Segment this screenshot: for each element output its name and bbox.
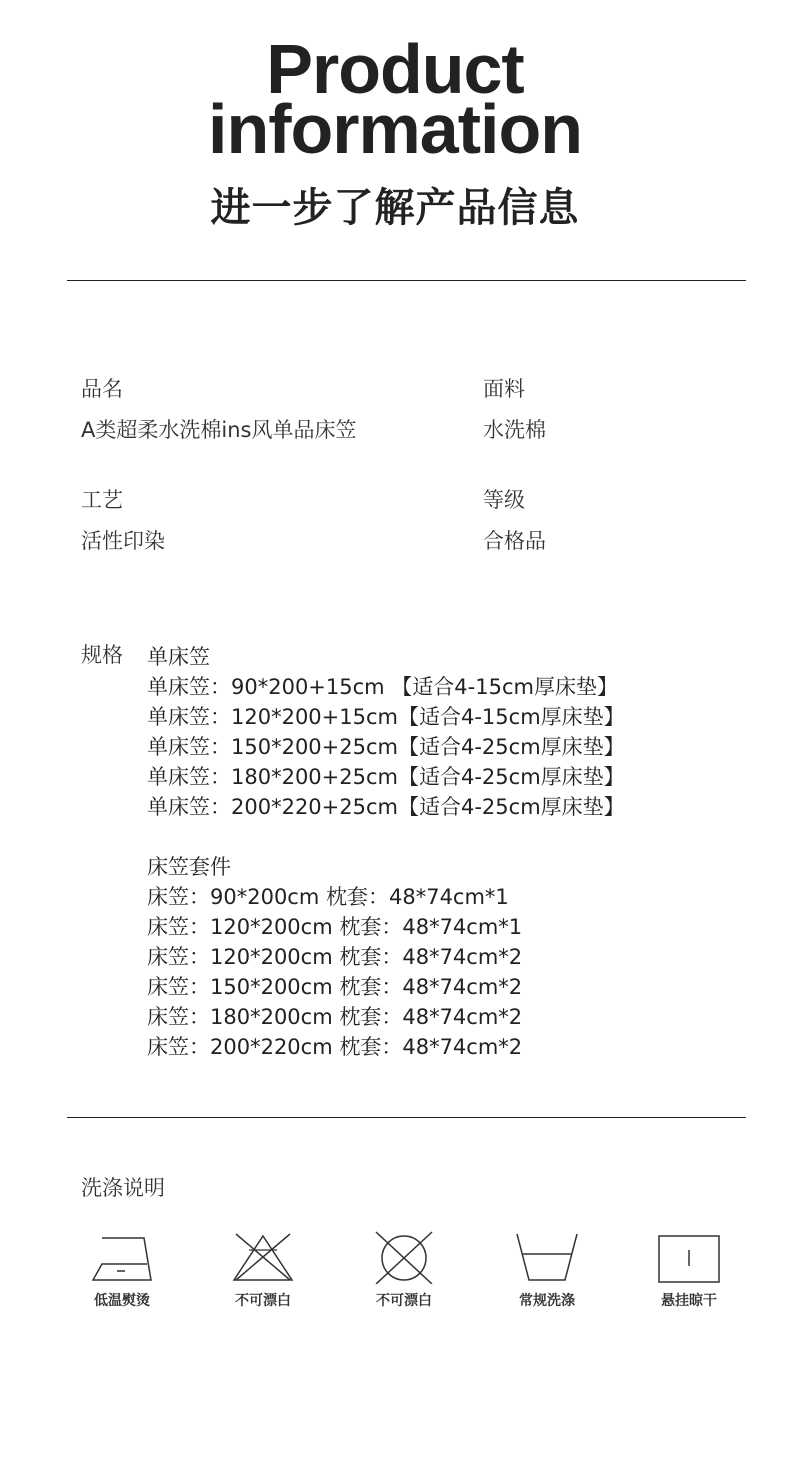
care-item: [624, 1230, 754, 1310]
spec-line: 单床笠：180*200+25cm【适合4-25cm厚床垫】: [147, 765, 625, 789]
spec-line: 单床笠：150*200+25cm【适合4-25cm厚床垫】: [147, 735, 625, 759]
care-title: 洗涤说明: [81, 1176, 165, 1200]
low-temp-iron-icon: [90, 1230, 154, 1284]
top-divider: [67, 280, 746, 281]
title-cn: 进一步了解产品信息: [210, 185, 580, 231]
care-label: 不可漂白: [235, 1293, 291, 1309]
care-label: 常规洗涤: [519, 1293, 575, 1309]
title-en-line1: Product: [266, 30, 524, 108]
craft-label: 工艺: [81, 488, 123, 512]
spec-group-single: [147, 642, 625, 822]
line-dry-icon: [657, 1230, 721, 1284]
care-item: [57, 1230, 187, 1310]
spec-group-title: 单床笠: [147, 645, 210, 669]
fabric-value: 水洗棉: [483, 418, 546, 442]
care-label: 悬挂晾干: [661, 1293, 717, 1309]
fabric-label: 面料: [483, 377, 525, 401]
spec-line: 床笠：120*200cm 枕套：48*74cm*2: [147, 945, 523, 969]
spec-line: 床笠：180*200cm 枕套：48*74cm*2: [147, 1005, 523, 1029]
no-tumble-icon: [372, 1230, 436, 1284]
spec-line: 床笠：150*200cm 枕套：48*74cm*2: [147, 975, 523, 999]
bottom-divider: [67, 1117, 746, 1118]
spec-line: 床笠：90*200cm 枕套：48*74cm*1: [147, 885, 509, 909]
grade-value: 合格品: [483, 529, 546, 553]
spec-label: 规格: [81, 643, 123, 667]
care-item: [482, 1230, 612, 1310]
spec-line: 单床笠：200*220+25cm【适合4-25cm厚床垫】: [147, 795, 625, 819]
title-en-line2: information: [208, 90, 582, 168]
spec-line: 床笠：200*220cm 枕套：48*74cm*2: [147, 1035, 523, 1059]
grade-label: 等级: [483, 488, 525, 512]
spec-line: 床笠：120*200cm 枕套：48*74cm*1: [147, 915, 523, 939]
spec-line: 单床笠：90*200+15cm 【适合4-15cm厚床垫】: [147, 675, 618, 699]
no-bleach-icon: [231, 1230, 295, 1284]
craft-value: 活性印染: [81, 529, 165, 553]
product-name-label: 品名: [81, 377, 123, 401]
care-label: 低温熨烫: [94, 1293, 150, 1309]
spec-group-title: 床笠套件: [147, 855, 231, 879]
product-name-value: A类超柔水洗棉ins风单品床笠: [81, 418, 357, 442]
spec-line: 单床笠：120*200+15cm【适合4-15cm厚床垫】: [147, 705, 625, 729]
care-label: 不可漂白: [376, 1293, 432, 1309]
wash-tub-icon: [515, 1230, 579, 1284]
care-item: [339, 1230, 469, 1310]
care-item: [198, 1230, 328, 1310]
spec-group-set: [147, 852, 522, 1062]
